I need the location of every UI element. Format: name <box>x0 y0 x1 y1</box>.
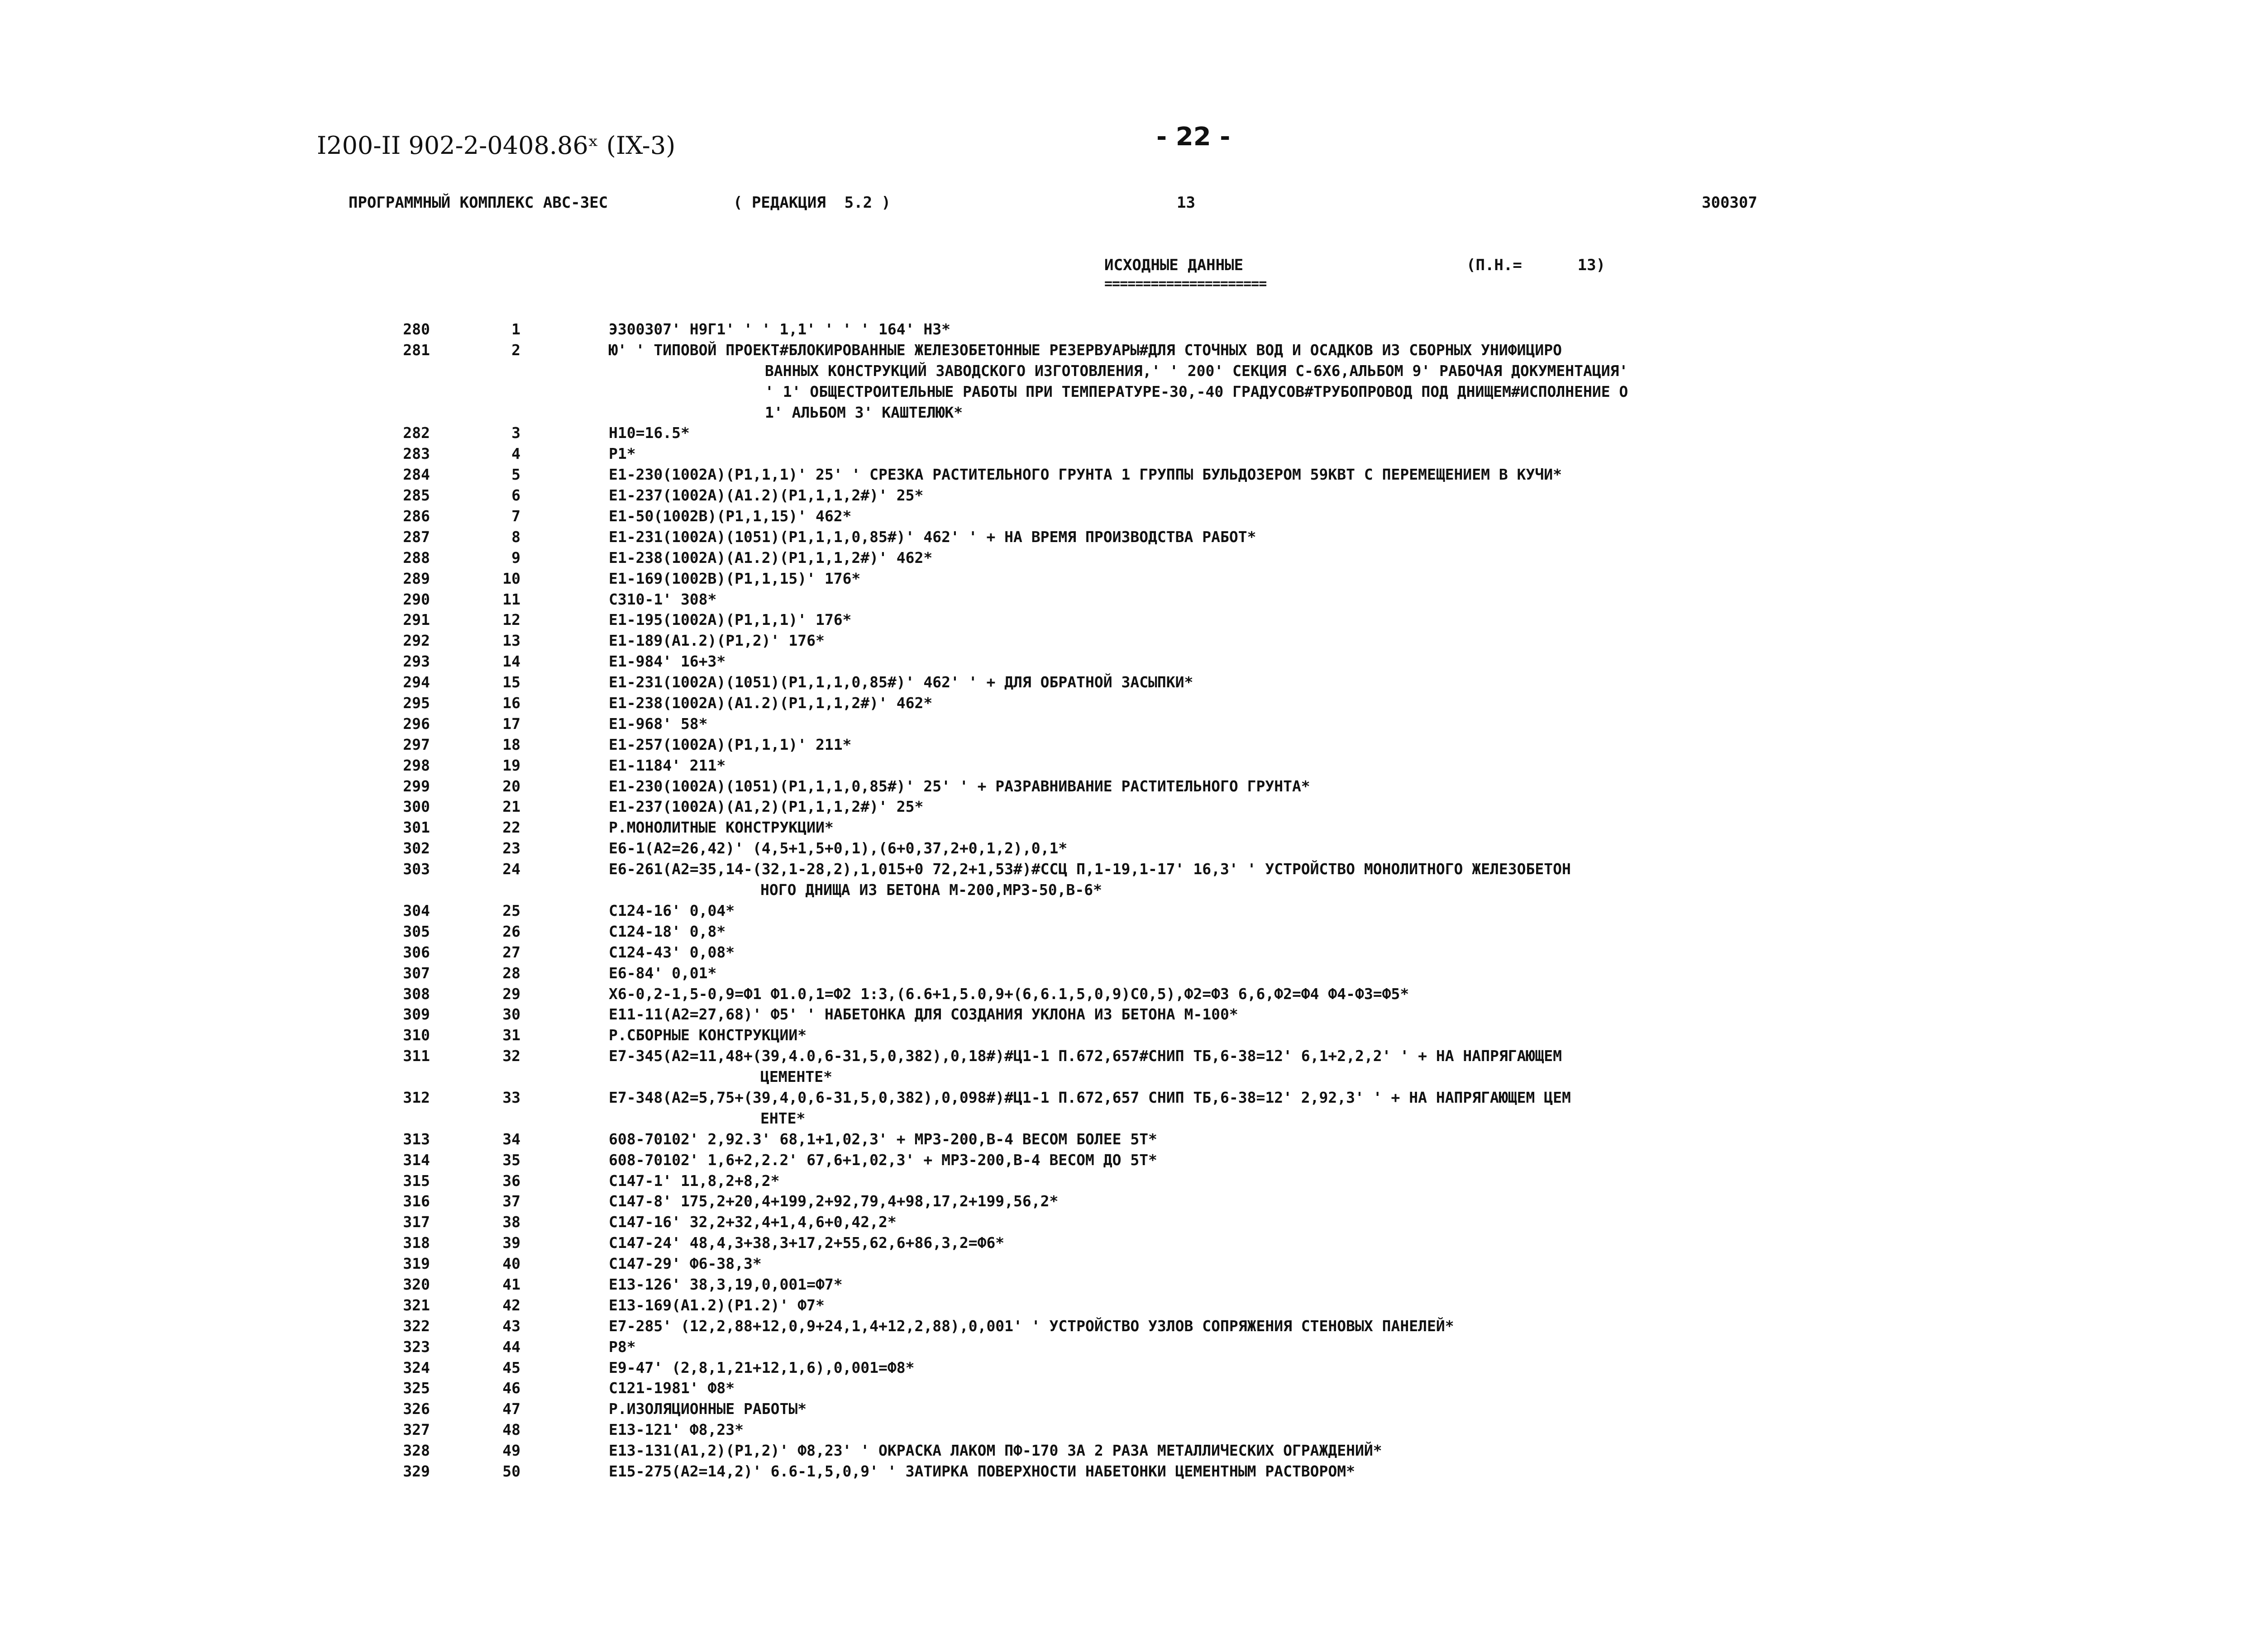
listing-row <box>0 755 2248 776</box>
record-text: Ю' ' ТИПОВОЙ ПРОЕКТ#БЛОКИРОВАННЫЕ ЖЕЛЕЗОБЕТОННЫЕ РЕЗЕРВУАРЫ#ДЛЯ СТОЧНЫХ ВОД И ОСАДКОВ ИЗ СБОРНЫХ УНИФИЦИРО <box>609 341 1562 359</box>
listing-row <box>0 361 2248 381</box>
line-number: 290 <box>403 590 430 608</box>
line-number: 316 <box>403 1192 430 1210</box>
record-text: Е11-11(А2=27,68)' Ф5' ' НАБЕТОНКА ДЛЯ СОЗДАНИЯ УКЛОНА ИЗ БЕТОНА М-100* <box>609 1005 1238 1024</box>
listing-row <box>0 776 2248 797</box>
record-text-continuation: ЕНТЕ* <box>760 1109 806 1127</box>
record-number: 43 <box>502 1317 520 1335</box>
record-text: Е1-189(А1.2)(Р1,2)' 176* <box>609 632 825 650</box>
record-text: Е15-275(А2=14,2)' 6.6-1,5,0,9' ' ЗАТИРКА ПОВЕРХНОСТИ НАБЕТОНКИ ЦЕМЕНТНЫМ РАСТВОРОМ* <box>609 1462 1355 1480</box>
record-number: 5 <box>511 466 520 484</box>
line-number: 280 <box>403 320 430 338</box>
record-number: 20 <box>502 777 520 795</box>
record-text: Х6-0,2-1,5-0,9=Ф1 Ф1.0,1=Ф2 1:3,(6.6+1,5.0,9+(6,6.1,5,0,9)С0,5),Ф2=Ф3 6,6,Ф2=Ф4 Ф4-Ф3=Ф5* <box>609 985 1409 1003</box>
record-number: 46 <box>502 1379 520 1397</box>
listing-row <box>0 1461 2248 1482</box>
listing-row <box>0 381 2248 402</box>
listing-row <box>0 1129 2248 1150</box>
line-number: 287 <box>403 528 430 546</box>
line-number: 310 <box>403 1026 430 1044</box>
listing-row <box>0 714 2248 734</box>
listing-row <box>0 1295 2248 1316</box>
listing-row <box>0 1233 2248 1253</box>
line-number: 296 <box>403 714 430 733</box>
record-number: 45 <box>502 1358 520 1376</box>
record-number: 15 <box>502 673 520 691</box>
line-number: 285 <box>403 486 430 505</box>
listing-row <box>0 1087 2248 1108</box>
record-number: 41 <box>502 1275 520 1293</box>
listing-row <box>0 485 2248 506</box>
record-number: 47 <box>502 1400 520 1418</box>
listing-row <box>0 423 2248 443</box>
record-text: Е1-1184' 211* <box>609 756 726 774</box>
record-number: 30 <box>502 1005 520 1024</box>
listing-row <box>0 1440 2248 1461</box>
document-code: I200-II 902-2-0408.86ˣ (IX-3) <box>317 131 676 160</box>
record-number: 17 <box>502 714 520 733</box>
line-number: 291 <box>403 611 430 629</box>
record-text: Р.СБОРНЫЕ КОНСТРУКЦИИ* <box>609 1026 807 1044</box>
line-number: 315 <box>403 1171 430 1190</box>
record-number: 4 <box>511 445 520 463</box>
record-text: С124-43' 0,08* <box>609 943 735 961</box>
record-number: 18 <box>502 735 520 753</box>
line-number: 282 <box>403 424 430 442</box>
record-text: Н10=16.5* <box>609 424 690 442</box>
record-number: 21 <box>502 798 520 816</box>
record-text: Р.ИЗОЛЯЦИОННЫЕ РАБОТЫ* <box>609 1400 807 1418</box>
record-number: 14 <box>502 652 520 671</box>
record-number: 31 <box>502 1026 520 1044</box>
listing-row <box>0 1419 2248 1440</box>
line-number: 289 <box>403 569 430 587</box>
line-number: 300 <box>403 798 430 816</box>
record-number: 9 <box>511 548 520 567</box>
line-number: 281 <box>403 341 430 359</box>
listing-row <box>0 1171 2248 1191</box>
record-number: 49 <box>502 1442 520 1460</box>
record-text-continuation: ЦЕМЕНТЕ* <box>760 1068 832 1086</box>
line-number: 304 <box>403 901 430 919</box>
record-text: С124-18' 0,8* <box>609 922 726 940</box>
record-text: Р1* <box>609 445 636 463</box>
record-number: 25 <box>502 901 520 919</box>
record-text: Е7-285' (12,2,88+12,0,9+24,1,4+12,2,88),0,001' ' УСТРОЙСТВО УЗЛОВ СОПРЯЖЕНИЯ СТЕНОВЫХ ПАНЕЛЕЙ* <box>609 1317 1454 1335</box>
line-number: 307 <box>403 964 430 982</box>
line-number: 308 <box>403 985 430 1003</box>
listing-row <box>0 1046 2248 1066</box>
line-number: 314 <box>403 1151 430 1169</box>
record-text: Е1-984' 16+3* <box>609 652 726 671</box>
line-number: 293 <box>403 652 430 671</box>
record-number: 23 <box>502 839 520 857</box>
record-text: Е1-968' 58* <box>609 714 708 733</box>
record-number: 1 <box>511 320 520 338</box>
line-number: 299 <box>403 777 430 795</box>
record-number: 50 <box>502 1462 520 1480</box>
line-number: 320 <box>403 1275 430 1293</box>
listing-row <box>0 340 2248 361</box>
section-title: ИСХОДНЫЕ ДАННЫЕ <box>1104 256 1244 274</box>
record-text: Е1-169(1002В)(Р1,1,15)' 176* <box>609 569 861 587</box>
line-number: 294 <box>403 673 430 691</box>
listing-row <box>0 609 2248 630</box>
listing-row <box>0 1150 2248 1171</box>
record-text: Е13-121' Ф8,23* <box>609 1421 744 1439</box>
record-number: 12 <box>502 611 520 629</box>
listing-row <box>0 651 2248 672</box>
listing-row <box>0 796 2248 817</box>
listing-row <box>0 921 2248 942</box>
record-text: Е6-1(А2=26,42)' (4,5+1,5+0,1),(6+0,37,2+0,1,2),0,1* <box>609 839 1068 857</box>
record-text-continuation: ' 1' ОБЩЕСТРОИТЕЛЬНЫЕ РАБОТЫ ПРИ ТЕМПЕРАТУРЕ-30,-40 ГРАДУСОВ#ТРУБОПРОВОД ПОД ДНИЩЕМ#ИСПОЛНЕНИЕ О <box>765 382 1628 400</box>
listing-row <box>0 1025 2248 1046</box>
record-text: Е13-169(А1.2)(Р1.2)' Ф7* <box>609 1296 825 1314</box>
line-number: 305 <box>403 922 430 940</box>
listing-row <box>0 900 2248 921</box>
record-number: 48 <box>502 1421 520 1439</box>
record-text: С124-16' 0,04* <box>609 901 735 919</box>
listing-row <box>0 1108 2248 1129</box>
listing-row <box>0 984 2248 1005</box>
record-text: С147-1' 11,8,2+8,2* <box>609 1171 780 1190</box>
line-number: 325 <box>403 1379 430 1397</box>
line-number: 284 <box>403 466 430 484</box>
record-text: Р8* <box>609 1338 636 1356</box>
listing-row <box>0 319 2248 340</box>
line-number: 326 <box>403 1400 430 1418</box>
record-text: С121-1981' Ф8* <box>609 1379 735 1397</box>
line-number: 321 <box>403 1296 430 1314</box>
record-text: Е7-348(А2=5,75+(39,4,0,6-31,5,0,382),0,098#)#Ц1-1 П.672,657 СНИП ТБ,6-38=12' 2,92,3' ' + НА НАПРЯГАЮЩЕМ ЦЕМ <box>609 1088 1571 1106</box>
header-code: 300307 <box>1702 194 1757 212</box>
record-number: 13 <box>502 632 520 650</box>
line-number: 318 <box>403 1234 430 1252</box>
record-text: С147-24' 48,4,3+38,3+17,2+55,62,6+86,3,2=Ф6* <box>609 1234 1005 1252</box>
header-number: 13 <box>1177 194 1195 212</box>
record-number: 27 <box>502 943 520 961</box>
line-number: 286 <box>403 507 430 525</box>
record-text: 608-70102' 1,6+2,2.2' 67,6+1,02,3' + МРЗ-200,В-4 ВЕСОМ ДО 5Т* <box>609 1151 1157 1169</box>
record-text: С147-29' Ф6-38,3* <box>609 1255 762 1273</box>
listing-row <box>0 527 2248 547</box>
listing-row <box>0 443 2248 464</box>
record-number: 38 <box>502 1213 520 1231</box>
listing-row <box>0 1253 2248 1274</box>
line-number: 283 <box>403 445 430 463</box>
listing-row <box>0 1337 2248 1357</box>
record-number: 10 <box>502 569 520 587</box>
listing-row <box>0 1399 2248 1419</box>
record-text: С147-16' 32,2+32,4+1,4,6+0,42,2* <box>609 1213 897 1231</box>
record-number: 35 <box>502 1151 520 1169</box>
record-text: Е1-231(1002А)(1051)(Р1,1,1,0,85#)' 462' ' + НА ВРЕМЯ ПРОИЗВОДСТВА РАБОТ* <box>609 528 1256 546</box>
listing-row <box>0 464 2248 485</box>
listing-row <box>0 817 2248 838</box>
listing-row <box>0 1212 2248 1233</box>
record-text: Е1-230(1002А)(1051)(Р1,1,1,0,85#)' 25' ' + РАЗРАВНИВАНИЕ РАСТИТЕЛЬНОГО ГРУНТА* <box>609 777 1310 795</box>
record-text: Е1-195(1002А)(Р1,1,1)' 176* <box>609 611 852 629</box>
record-number: 26 <box>502 922 520 940</box>
program-complex-label: ПРОГРАММНЫЙ КОМПЛЕКС АВС-ЗЕС <box>348 194 608 212</box>
listing-row <box>0 506 2248 527</box>
record-number: 28 <box>502 964 520 982</box>
record-number: 33 <box>502 1088 520 1106</box>
listing-row <box>0 1191 2248 1212</box>
listing-row <box>0 734 2248 755</box>
line-number: 301 <box>403 819 430 837</box>
record-number: 36 <box>502 1171 520 1190</box>
record-number: 19 <box>502 756 520 774</box>
record-number: 2 <box>511 341 520 359</box>
record-number: 44 <box>502 1338 520 1356</box>
line-number: 297 <box>403 735 430 753</box>
record-text: С310-1' 308* <box>609 590 717 608</box>
listing-row <box>0 1274 2248 1295</box>
listing-row <box>0 859 2248 880</box>
line-number: 288 <box>403 548 430 567</box>
line-number: 302 <box>403 839 430 857</box>
record-text: Е7-345(А2=11,48+(39,4.0,6-31,5,0,382),0,18#)#Ц1-1 П.672,657#СНИП ТБ,6-38=12' 6,1+2,2,2' ' + НА НАПРЯГАЮЩЕМ <box>609 1047 1562 1065</box>
record-text: Е1-50(1002В)(Р1,1,15)' 462* <box>609 507 852 525</box>
edition-label: ( РЕДАКЦИЯ 5.2 ) <box>733 194 891 212</box>
line-number: 319 <box>403 1255 430 1273</box>
listing-row <box>0 568 2248 589</box>
record-number: 42 <box>502 1296 520 1314</box>
listing-row <box>0 838 2248 859</box>
record-text: Р.МОНОЛИТНЫЕ КОНСТРУКЦИИ* <box>609 819 834 837</box>
record-text: Е1-237(1002А)(А1,2)(Р1,1,1,2#)' 25* <box>609 798 924 816</box>
record-text: Е13-131(А1,2)(Р1,2)' Ф8,23' ' ОКРАСКА ЛАКОМ ПФ-170 ЗА 2 РАЗА МЕТАЛЛИЧЕСКИХ ОГРАЖДЕНИЙ* <box>609 1442 1382 1460</box>
record-text-continuation: 1' АЛЬБОМ 3' КАШТЕЛЮК* <box>765 403 963 421</box>
line-number: 323 <box>403 1338 430 1356</box>
record-text: Е1-238(1002А)(А1.2)(Р1,1,1,2#)' 462* <box>609 548 933 567</box>
line-number: 329 <box>403 1462 430 1480</box>
listing-row <box>0 547 2248 568</box>
line-number: 309 <box>403 1005 430 1024</box>
pn-indicator: (П.Н.= 13) <box>1466 256 1606 274</box>
record-number: 32 <box>502 1047 520 1065</box>
record-text-continuation: НОГО ДНИЩА ИЗ БЕТОНА М-200,МРЗ-50,В-6* <box>760 881 1102 899</box>
line-number: 303 <box>403 860 430 878</box>
record-number: 11 <box>502 590 520 608</box>
record-text: Е1-238(1002А)(А1.2)(Р1,1,1,2#)' 462* <box>609 694 933 712</box>
record-number: 39 <box>502 1234 520 1252</box>
listing-row <box>0 1004 2248 1025</box>
record-number: 6 <box>511 486 520 505</box>
line-number: 292 <box>403 632 430 650</box>
line-number: 322 <box>403 1317 430 1335</box>
record-number: 40 <box>502 1255 520 1273</box>
listing-row <box>0 1316 2248 1337</box>
line-number: 313 <box>403 1130 430 1148</box>
line-number: 327 <box>403 1421 430 1439</box>
listing-row <box>0 963 2248 984</box>
record-number: 34 <box>502 1130 520 1148</box>
record-number: 22 <box>502 819 520 837</box>
section-title-underline: ===================== <box>1104 276 1267 292</box>
line-number: 317 <box>403 1213 430 1231</box>
listing-row <box>0 589 2248 610</box>
listing-row <box>0 1378 2248 1399</box>
record-text: Е1-231(1002А)(1051)(Р1,1,1,0,85#)' 462' ' + ДЛЯ ОБРАТНОЙ ЗАСЫПКИ* <box>609 673 1193 691</box>
record-text: Е9-47' (2,8,1,21+12,1,6),0,001=Ф8* <box>609 1358 915 1376</box>
line-number: 306 <box>403 943 430 961</box>
listing-row <box>0 693 2248 714</box>
record-text: Е1-237(1002А)(А1.2)(Р1,1,1,2#)' 25* <box>609 486 924 505</box>
record-text: Е6-261(А2=35,14-(32,1-28,2),1,015+0 72,2+1,53#)#ССЦ П,1-19,1-17' 16,3' ' УСТРОЙСТВО МОНОЛИТНОГО ЖЕЛЕЗОБЕТОН <box>609 860 1571 878</box>
record-text: Е1-257(1002А)(Р1,1,1)' 211* <box>609 735 852 753</box>
listing-row <box>0 942 2248 963</box>
record-number: 7 <box>511 507 520 525</box>
listing-row <box>0 1066 2248 1087</box>
data-listing <box>0 319 2248 1482</box>
listing-row <box>0 672 2248 693</box>
record-text-continuation: ВАННЫХ КОНСТРУКЦИЙ ЗАВОДСКОГО ИЗГОТОВЛЕНИЯ,' ' 200' СЕКЦИЯ С-6Х6,АЛЬБОМ 9' РАБОЧАЯ ДОКУМЕНТАЦИЯ' <box>765 362 1628 380</box>
listing-row <box>0 630 2248 651</box>
line-number: 298 <box>403 756 430 774</box>
record-number: 29 <box>502 985 520 1003</box>
line-number: 295 <box>403 694 430 712</box>
line-number: 328 <box>403 1442 430 1460</box>
record-number: 8 <box>511 528 520 546</box>
line-number: 324 <box>403 1358 430 1376</box>
record-text: Е13-126' 38,3,19,0,001=Ф7* <box>609 1275 843 1293</box>
line-number: 312 <box>403 1088 430 1106</box>
page-number: - 22 - <box>1156 122 1231 152</box>
record-number: 37 <box>502 1192 520 1210</box>
listing-row <box>0 1357 2248 1378</box>
record-number: 24 <box>502 860 520 878</box>
record-number: 16 <box>502 694 520 712</box>
record-text: Е6-84' 0,01* <box>609 964 717 982</box>
record-text: Э300307' Н9Г1' ' ' 1,1' ' ' ' 164' НЗ* <box>609 320 950 338</box>
line-number: 311 <box>403 1047 430 1065</box>
record-text: 608-70102' 2,92.3' 68,1+1,02,3' + МРЗ-200,В-4 ВЕСОМ БОЛЕЕ 5Т* <box>609 1130 1157 1148</box>
record-text: С147-8' 175,2+20,4+199,2+92,79,4+98,17,2+199,56,2* <box>609 1192 1059 1210</box>
listing-row <box>0 880 2248 900</box>
record-number: 3 <box>511 424 520 442</box>
listing-row <box>0 402 2248 423</box>
record-text: Е1-230(1002А)(Р1,1,1)' 25' ' СРЕЗКА РАСТИТЕЛЬНОГО ГРУНТА 1 ГРУППЫ БУЛЬДОЗЕРОМ 59КВТ С ПЕРЕМЕЩЕНИЕМ В КУЧИ* <box>609 466 1562 484</box>
